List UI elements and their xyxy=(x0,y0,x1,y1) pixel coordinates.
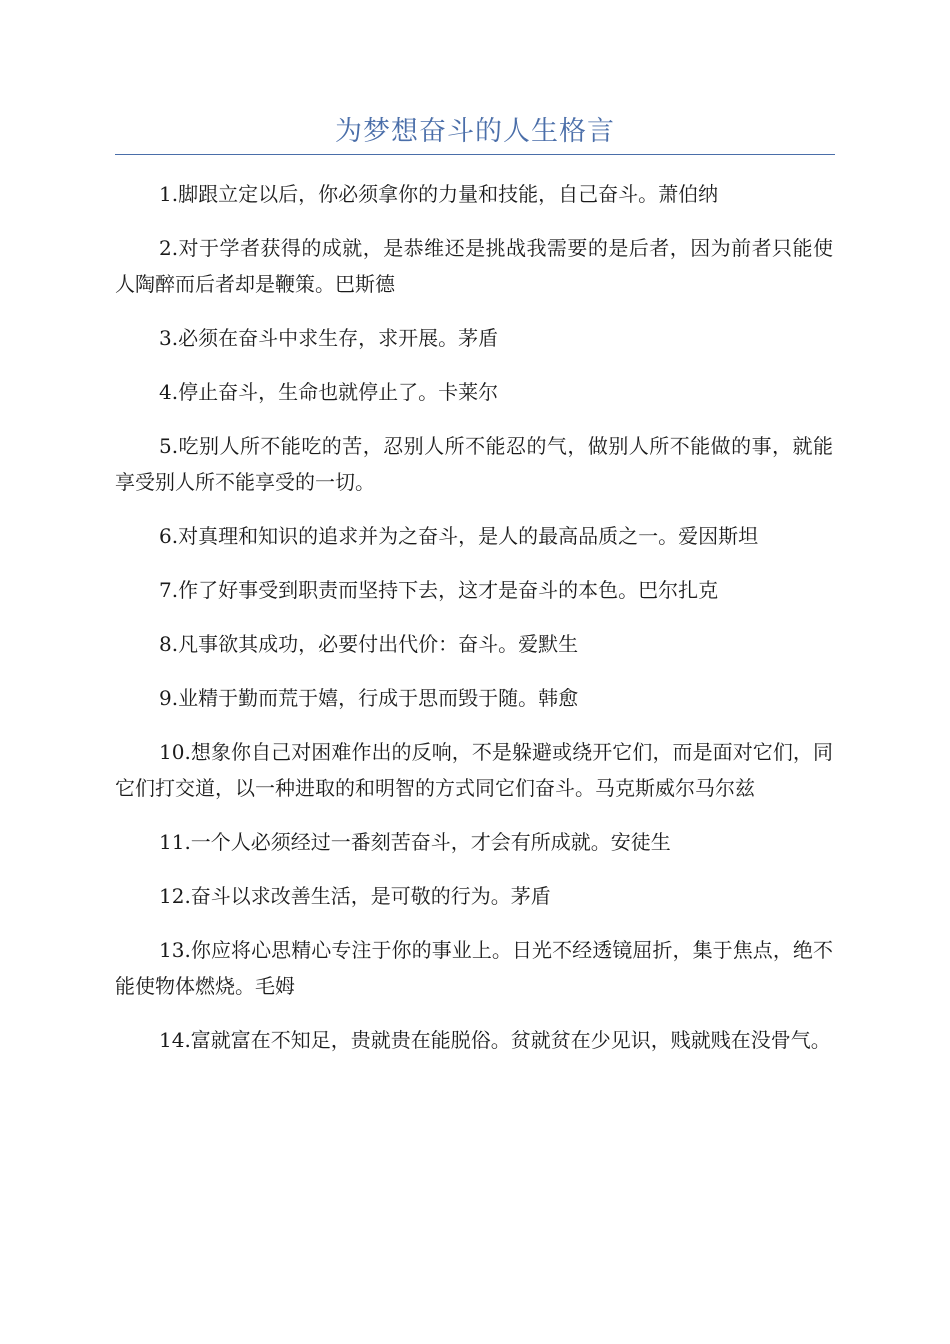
quote-paragraph-11: 11.一个人必须经过一番刻苦奋斗，才会有所成就。安徒生 xyxy=(159,830,671,854)
quote-paragraph-5: 5.吃别人所不能吃的苦，忍别人所不能忍的气，做别人所不能做的事，就能享受别人所不能享受的一切。 xyxy=(115,434,833,494)
quote-paragraph-14: 14.富就富在不知足，贵就贵在能脱俗。贫就贫在少见识，贱就贱在没骨气。 xyxy=(159,1028,831,1052)
title-underline xyxy=(115,154,835,155)
quote-paragraph-1: 1.脚跟立定以后，你必须拿你的力量和技能，自己奋斗。萧伯纳 xyxy=(159,182,719,206)
quote-paragraph-13: 13.你应将心思精心专注于你的事业上。日光不经透镜屈折，集于焦点，绝不能使物体燃烧。毛姆 xyxy=(115,938,833,998)
document-title: 为梦想奋斗的人生格言 xyxy=(335,116,615,147)
quote-paragraph-4: 4.停止奋斗，生命也就停止了。卡莱尔 xyxy=(159,380,499,404)
quote-paragraph-3: 3.必须在奋斗中求生存，求开展。茅盾 xyxy=(159,326,499,350)
quote-paragraph-6: 6.对真理和知识的追求并为之奋斗，是人的最高品质之一。爱因斯坦 xyxy=(159,524,759,548)
quote-paragraph-9: 9.业精于勤而荒于嬉，行成于思而毁于随。韩愈 xyxy=(159,686,579,710)
quote-paragraph-10: 10.想象你自己对困难作出的反响，不是躲避或绕开它们，而是面对它们，同它们打交道，以一种进取的和明智的方式同它们奋斗。马克斯威尔马尔兹 xyxy=(115,740,833,800)
quote-paragraph-7: 7.作了好事受到职责而坚持下去，这才是奋斗的本色。巴尔扎克 xyxy=(159,578,719,602)
document-body xyxy=(115,176,833,1076)
quote-paragraph-8: 8.凡事欲其成功，必要付出代价：奋斗。爱默生 xyxy=(159,632,579,656)
quote-paragraph-2: 2.对于学者获得的成就，是恭维还是挑战我需要的是后者，因为前者只能使人陶醉而后者却是鞭策。巴斯德 xyxy=(115,236,833,296)
quote-paragraph-12: 12.奋斗以求改善生活，是可敬的行为。茅盾 xyxy=(159,884,551,908)
